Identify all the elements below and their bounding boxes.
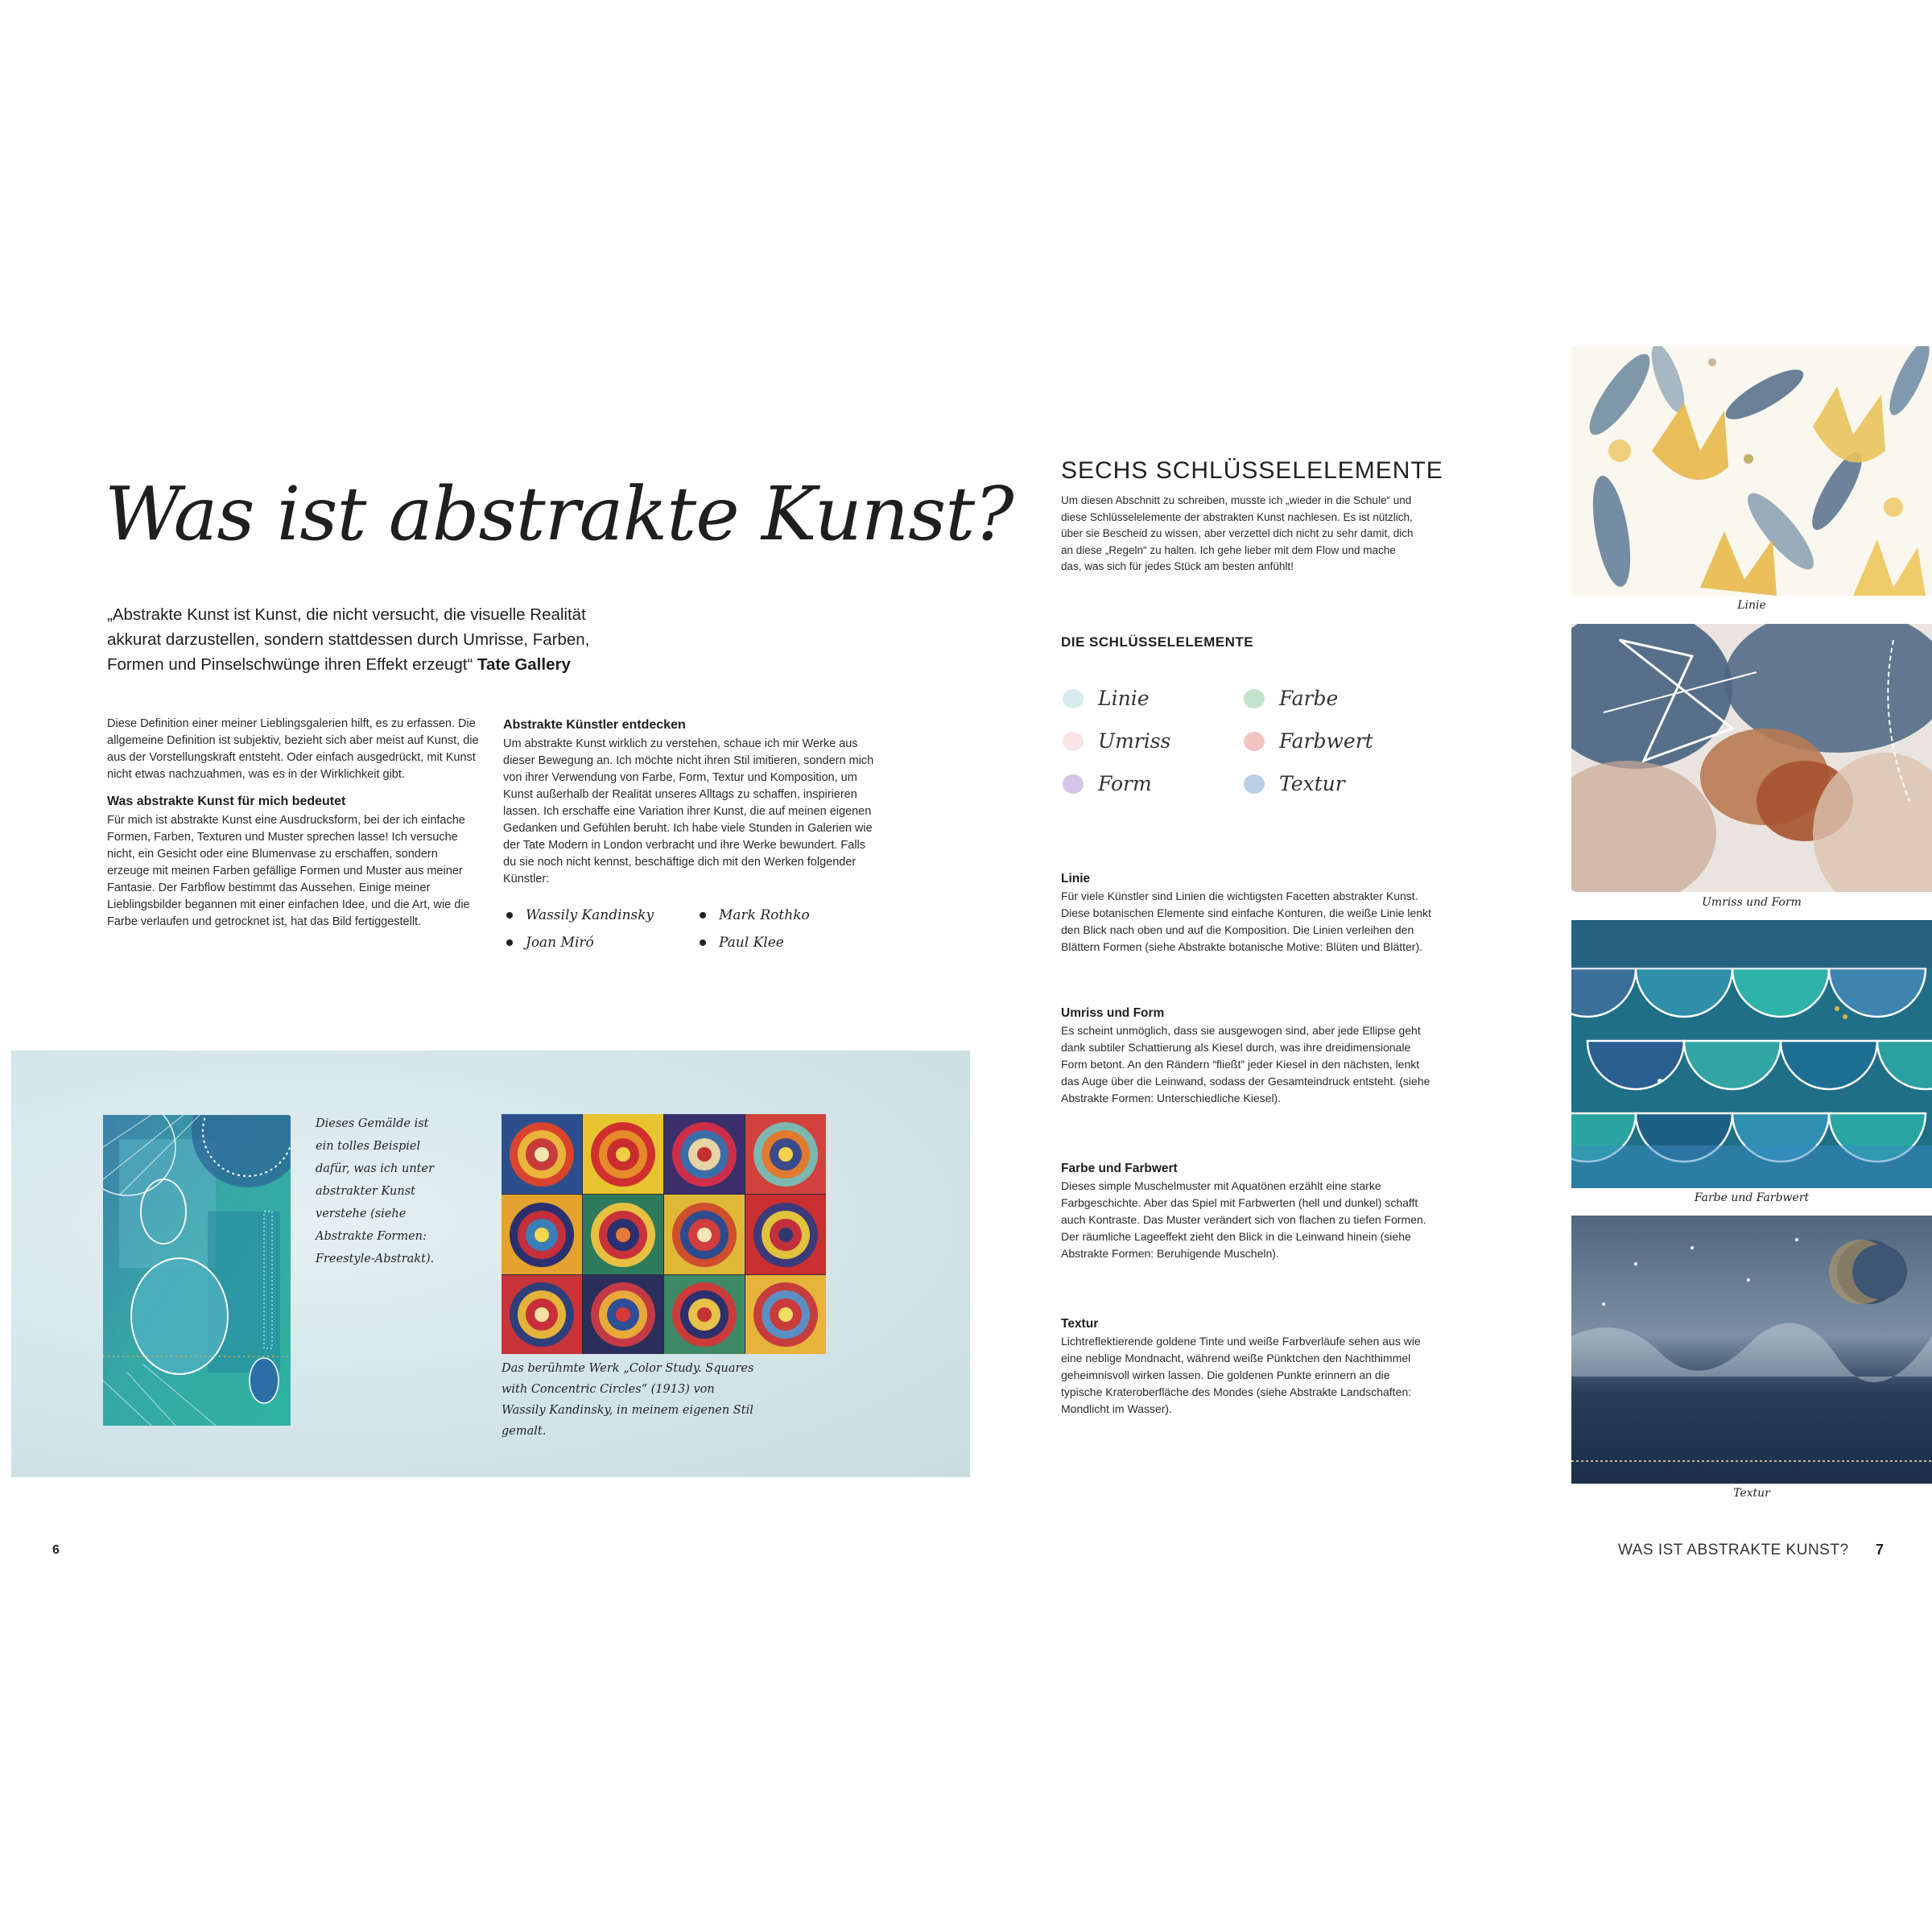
- thumbnail-caption: Linie: [1737, 599, 1766, 612]
- meaning-heading: Was abstrakte Kunst für mich bedeutet: [107, 795, 346, 808]
- legend-label: Farbe: [1279, 687, 1339, 710]
- bullet-icon: [506, 939, 513, 946]
- legend-label: Farbwert: [1279, 729, 1373, 753]
- color-swatch-icon: [1244, 774, 1265, 794]
- quote-source: Tate Gallery: [477, 655, 571, 674]
- element-heading: Umriss und Form: [1061, 1006, 1165, 1020]
- linie-image: [1571, 346, 1932, 596]
- intro-paragraph: Diese Definition einer meiner Lieblingsgalerien hilft, es zu erfassen. Die allgemeine Definition ist subjektiv, bezieht sich aber meist auf Kunst, die aus der Vorstellungskraft entsteht. Oder einfach ausgedrückt, mit Kunst nicht etwas nachzuahmen, was es in der Wirklichkeit gibt.: [107, 717, 479, 781]
- umriss-form-image: [1571, 624, 1932, 892]
- legend-item: [1063, 729, 1244, 753]
- artist-name: Wassily Kandinsky: [526, 907, 654, 923]
- moonlight-painting: [1571, 1216, 1932, 1484]
- farbe-farbwert-image: [1571, 920, 1932, 1188]
- quote-text: „Abstrakte Kunst ist Kunst, die nicht versucht, die visuelle Realität akkurat darzustellen, sondern stattdessen durch Umrisse, Farben, Formen und Pinselschwünge ihren Effekt erzeugt“: [107, 605, 590, 674]
- key-elements-legend: [1063, 687, 1425, 795]
- color-swatch-icon: [1063, 732, 1084, 751]
- element-text: Es scheint unmöglich, dass sie ausgewogen sind, aber jede Ellipse geht dank subtiler Schattierung als Kiesel durch, was ihre dreidimensionale Form betont. An den Rändern “fließt” jeder Kiesel in den nächsten, lenkt das Auge über die Leinwand, sodass der Gesamteindruck entsteht. (siehe Abstrakte Formen: Unterschiedliche Kiesel).: [1061, 1024, 1430, 1104]
- legend-item: [1063, 772, 1244, 795]
- section-intro: Um diesen Abschnitt zu schreiben, musste ich „wieder in die Schule“ und diese Schlüsselelemente der abstrakten Kunst nachlesen. Es ist nützlich, über sie Bescheid zu wissen, aber verzettel dich nicht zu sehr damit, dich an diese „Regeln“ zu halten. Ich gehe lieber mit dem Flow und mache das, was sich für jedes Stück am besten anfühlt!: [1061, 494, 1414, 572]
- list-item: [506, 935, 700, 951]
- legend-item: [1244, 687, 1425, 710]
- bullet-icon: [506, 912, 513, 919]
- key-elements-title: DIE SCHLÜSSELELEMENTE: [1061, 634, 1254, 650]
- artist-name: Paul Klee: [719, 935, 784, 951]
- gallery-quote: [107, 602, 638, 677]
- concentric-circles-painting: [502, 1114, 826, 1354]
- page-number: 6: [52, 1543, 60, 1557]
- element-heading: Linie: [1061, 872, 1091, 886]
- legend-item: [1063, 687, 1244, 710]
- color-swatch-icon: [1244, 689, 1265, 708]
- running-footer-title: WAS IST ABSTRAKTE KUNST?: [1618, 1542, 1849, 1558]
- list-item: [506, 907, 700, 923]
- left-column: [107, 716, 479, 942]
- painting-image: [502, 1114, 826, 1354]
- legend-label: Umriss: [1098, 729, 1171, 753]
- element-textur: [1061, 1317, 1431, 1418]
- legend-label: Form: [1098, 772, 1152, 795]
- element-heading: Textur: [1061, 1317, 1099, 1331]
- artists-heading: Abstrakte Künstler entdecken: [503, 718, 686, 732]
- list-item: [700, 907, 861, 923]
- artist-name: Joan Miró: [526, 935, 594, 951]
- list-item: [700, 935, 861, 951]
- thumbnail-caption: Textur: [1733, 1487, 1770, 1500]
- legend-label: Linie: [1098, 687, 1150, 710]
- artists-paragraph: Um abstrakte Kunst wirklich zu verstehen, schaue ich mir Werke aus dieser Bewegung an. Ich möchte nicht ihren Stil imitieren, sondern mich von ihrer Verwendung von Farbe, Form, Textur und Komposition, um Kunst außerhalb der Realität unseres Alltags zu schaffen, inspirieren lassen. Ich erschaffe eine Variation ihrer Kunst, die auf meinen eigenen Gedanken und Gefühlen beruht. Ich habe viele Stunden in Galerien wie der Tate Modern in London verbracht und ihre Werke bewundert. Falls du sie noch nicht kennst, beschäftige dich mit den Werken folgender Künstler:: [503, 737, 874, 886]
- page-title: Was ist abstrakte Kunst?: [105, 471, 1013, 557]
- element-text: Lichtreflektierende goldene Tinte und weiße Farbverläufe sehen aus wie eine neblige Mondnacht, während weiße Pünktchen den Nachthimmel geheimnisvoll wirken lassen. Die goldenen Punkte erinnern an die typische Kraterоberfläche des Mondes (siehe Abstrakte Landschaften: Mondlicht im Wasser).: [1061, 1335, 1421, 1415]
- element-text: Für viele Künstler sind Linien die wichtigsten Facetten abstrakter Kunst. Diese botanischen Elemente sind einfache Konturen, die weiße Linie lenkt den Blick nach oben und auf die Komposition. Die Linien verleihen den Blättern Formen (siehe Abstrakte botanische Motive: Blüten und Blätter).: [1061, 890, 1431, 953]
- page-number: 7: [1876, 1542, 1885, 1558]
- pebble-painting: [1571, 624, 1932, 892]
- element-farbe-farbwert: [1061, 1162, 1431, 1262]
- botanical-painting: [1571, 346, 1932, 596]
- legend-item: [1244, 772, 1425, 795]
- right-column: [503, 718, 877, 951]
- painting-caption: Dieses Gemälde ist ein tolles Beispiel dafür, was ich unter abstrakter Kunst verstehe (siehe Abstrakte Formen: Freestyle-Abstrakt).: [316, 1117, 435, 1265]
- legend-label: Textur: [1279, 772, 1345, 795]
- element-linie: [1061, 872, 1431, 956]
- painting-image: [103, 1115, 291, 1426]
- freestyle-abstract-painting: [103, 1115, 291, 1426]
- section-title: SECHS SCHLÜSSELELEMENTE: [1061, 457, 1443, 484]
- painting-caption: Das berühmte Werk „Color Study. Squares with Concentric Circles“ (1913) von Wassily Kandinsky, in meinem eigenen Stil gemalt.: [502, 1362, 754, 1438]
- bullet-icon: [700, 912, 706, 919]
- meaning-paragraph: Für mich ist abstrakte Kunst eine Ausdrucksform, bei der ich einfache Formen, Farben, Texturen und Muster sprechen lasse! Ich versuche nicht, ein Gesicht oder eine Blumenvase zu erschaffen, sondern erzeuge mit meinen Farben gefällige Formen und Muster aus meiner Fantasie. Der Farbflow bestimmt das Aussehen. Einige meiner Lieblingsbilder begannen mit einer einfachen Idee, und die Art, wie die Farbe verlaufen und getrocknet ist, hat das Bild fertiggestellt.: [107, 814, 470, 928]
- thumbnail-caption: Umriss und Form: [1702, 896, 1802, 909]
- scale-pattern-painting: [1571, 920, 1932, 1188]
- element-umriss-form: [1061, 1006, 1431, 1107]
- element-heading: Farbe und Farbwert: [1061, 1162, 1178, 1175]
- thumbnail-caption: Farbe und Farbwert: [1694, 1191, 1810, 1204]
- legend-item: [1244, 729, 1425, 753]
- element-text: Dieses simple Muschelmuster mit Aquatönen erzählt eine starke Farbgeschichte. Aber das Spiel mit Farbwerten (hell und dunkel) schafft auch Kontraste. Das Muster verändert sich von flachen zu tiefen Formen. Der räumliche Lageeffekt zieht den Blick in die Leinwand hinein (siehe Abstrakte Formen: Beruhigende Muscheln).: [1061, 1179, 1426, 1260]
- color-swatch-icon: [1244, 732, 1265, 751]
- textur-image: [1571, 1216, 1932, 1484]
- bullet-icon: [700, 939, 706, 946]
- color-swatch-icon: [1063, 774, 1084, 794]
- color-swatch-icon: [1063, 689, 1084, 708]
- artist-name: Mark Rothko: [719, 907, 810, 923]
- artists-list: [503, 907, 877, 951]
